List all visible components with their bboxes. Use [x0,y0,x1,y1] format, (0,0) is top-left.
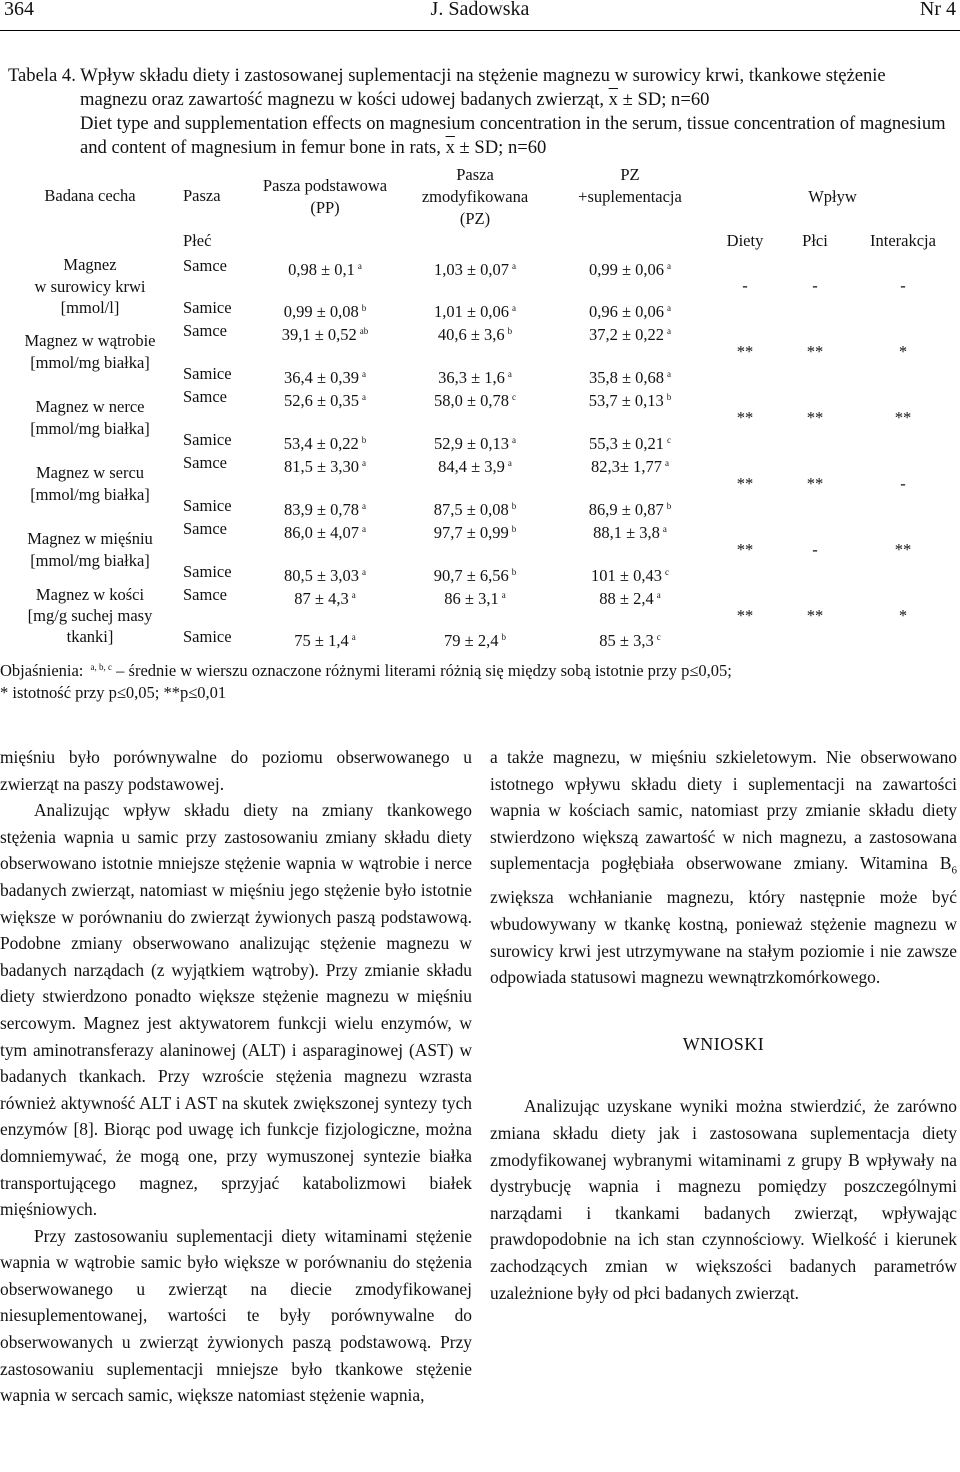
body-column-right [490,744,957,1306]
header-rule [0,30,960,31]
sex-cell: Samce [183,519,227,538]
value-cell: 79 ± 2,4 $^b$ [444,631,506,650]
sex-cell: Samice [183,562,232,581]
effect-diet: ** [736,408,754,427]
value-cell: 0,96 ± 0,06 $^a$ [588,302,672,321]
issue-number: Nr 4 [919,0,956,20]
sex-cell: Samice [183,496,232,515]
sex-cell: Samice [183,364,232,383]
value-cell: 52,9 ± 0,13 $^a$ [433,434,517,453]
page-number: 364 [4,0,34,20]
value-cell: 86,0 ± 4,07 $^a$ [283,523,367,542]
header-feature: Badana cecha [44,186,136,205]
value-cell: 87 ± 4,3 $^a$ [294,589,356,608]
group-label: w surowicy krwi [34,277,146,296]
group-label: [mg/g suchej masy [27,606,153,625]
section-title: WNIOSKI [682,1033,765,1054]
sex-cell: Samce [183,585,227,604]
table-notes [0,656,960,704]
value-cell: 87,5 ± 0,08 $^b$ [433,500,517,519]
value-cell: 97,7 ± 0,99 $^b$ [433,523,517,542]
effect-sex: - [812,540,818,559]
value-cell: 0,99 ± 0,06 $^a$ [588,260,672,279]
value-cell: 36,3 ± 1,6 $^a$ [438,368,512,387]
value-cell: 1,01 ± 0,06 $^a$ [433,302,517,321]
sex-cell: Samice [183,298,232,317]
header-plci: Płci [802,231,828,250]
effect-diet: ** [736,342,754,361]
paragraph: Analizując uzyskane wyniki można stwierdzić, że zarówno zmiana składu diety jak i zastosowana suplementacja diety zmodyfikowanej wybranymi witaminami z grupy B wpływały na dystrybucję wapnia i magnezu pomiędzy poszczególnymi narządami i tkankami badanych zwierząt, wpływając prawdopodobnie na ich stan czynnościowy. Wielkość i kierunek zachodzących zmian w większości badanych parametrów uzależnione były od płci badanych zwierząt. [490,1096,957,1303]
value-cell: 86,9 ± 0,87 $^b$ [588,500,672,519]
header-interaction: Interakcja [870,231,936,250]
group-label: [mmol/l] [60,298,120,317]
effect-interaction: * [898,342,908,361]
effect-diet: ** [736,474,754,493]
effect-sex: - [812,276,818,295]
body-column-left [0,744,472,1409]
effect-sex: ** [806,474,824,493]
paragraph: Przy zastosowaniu suplementacji diety witaminami stężenie wapnia w wątrobie samic było większe w porównaniu do stężenia obserwowanego u zwierząt na diecie zmodyfikowanej niesuplementowanej, wartości te były porównywalne do obserwowanych u zwierząt żywionych paszą podstawową. Przy zastosowaniu suplementacji mniejsze było tkankowe stężenie wapnia w sercach samic, większe natomiast stężenie wapnia, [0,1225,472,1406]
effect-interaction: ** [894,408,912,427]
sex-cell: Samice [183,430,232,449]
effect-sex: ** [806,342,824,361]
caption-english: Diet type and supplementation effects on magnesium concentration in the serum, tissue concentration of magnesium and content of magnesium in femur bone in rats, $\overline{x}$ ± SD; n=60 [80,113,946,158]
header-pzs-1: PZ [620,165,640,184]
value-cell: 83,9 ± 0,78 $^a$ [283,500,367,519]
header-pz-2: zmodyfikowana [421,187,529,206]
value-cell: 35,8 ± 0,68 $^a$ [588,368,672,387]
running-head: J. Sadowska [430,0,530,20]
sex-cell: Samice [183,627,232,646]
value-cell: 37,2 ± 0,22 $^a$ [588,325,672,344]
group-label: tkanki] [66,627,114,646]
effect-diet: ** [736,540,754,559]
value-cell: 84,4 ± 3,9 $^a$ [438,457,512,476]
effect-sex: ** [806,408,824,427]
sex-cell: Samce [183,321,227,340]
group-label: Magnez w kości [35,585,145,604]
effect-diet: - [742,276,748,295]
header-pz-1: Pasza [456,165,494,184]
header-pp-1: Pasza podstawowa [262,176,388,195]
value-cell: 36,4 ± 0,39 $^a$ [283,368,367,387]
value-cell: 90,7 ± 6,56 $^b$ [433,566,517,585]
sex-cell: Samce [183,387,227,406]
value-cell: 0,99 ± 0,08 $^b$ [283,302,367,321]
effect-sex: ** [806,606,824,625]
value-cell: 88,1 ± 3,8 $^a$ [593,523,667,542]
notes-line-2: * istotność przy p≤0,05; **p≤0,01 [0,683,227,702]
paragraph: Analizując wpływ składu diety na zmiany tkankowego stężenia wapnia u samic przy zastosowaniu zmiany składu diety obserwowano istotnie mniejsze stężenie wapnia w wątrobie i nerce badanych zwierząt, natomiast w mięśniu jego stężenie było istotnie większe w porównaniu do zwierząt żywionych paszą podstawową. Podobne zmiany obserwowano analizując stężenie magnezu w badanych narządach (z wyjątkiem wątroby). Przy zmianie składu diety stwierdzono ponadto większe stężenie magnezu w mięśniu sercowym. Magnez jest aktywatorem funkcji wielu enzymów, w tym aminotransferazy alaninowej (ALT) i asparaginowej (AST) w badanych tkankach. Przy wzroście stężenia magnezu wzrasta również aktywność ALT i AST na skutek zwiększonej syntezy tych enzymów [8]. Biorąc pod uwagę ich funkcje fizjologiczne, można domniemywać, że mogą one, przy wymuszonej syntezie białka transportującego magnez, sprzyjać katabolizmowi białek mięśniowych. [0,800,472,1220]
header-diet: Diety [726,231,764,250]
header-sex: Płeć [183,231,212,250]
value-cell: 58,0 ± 0,78 $^c$ [433,391,517,410]
header-pz-3: (PZ) [459,209,491,228]
value-cell: 82,3± 1,77 $^a$ [591,457,669,476]
value-cell: 75 ± 1,4 $^a$ [294,631,356,650]
paragraph: a także magnezu, w mięśniu szkieletowym. Nie obserwowano istotnego wpływu składu diety i suplementacji na zawartości wapnia w kościach samic, natomiast przy zmianie składu diety stwierdzono większą zawartość w nich magnezu, a zastosowana suplementacja pogłębiała obserwowane zmiany. Witamina $B_6$ zwiększa wchłanianie magnezu, który następnie może być wbudowywany w tkankę kostną, ponieważ stężenie magnezu w surowicy krwi jest utrzymywane na stałym poziomie i nie zawsze odpowiada statusowi magnezu wewnątrzkomórkowego. [490,747,957,988]
value-cell: 55,3 ± 0,21 $^c$ [588,434,672,453]
value-cell: 52,6 ± 0,35 $^a$ [283,391,367,410]
value-cell: 53,4 ± 0,22 $^b$ [283,434,367,453]
value-cell: 101 ± 0,43 $^c$ [591,566,669,585]
value-cell: 53,7 ± 0,13 $^b$ [588,391,672,410]
effect-interaction: - [900,474,906,493]
value-cell: 86 ± 3,1 $^a$ [444,589,506,608]
value-cell: 80,5 ± 3,03 $^a$ [283,566,367,585]
paragraph: mięśniu było porównywalne do poziomu obserwowanego u zwierząt na paszy podstawowej. [0,747,472,794]
value-cell: 85 ± 3,3 $^c$ [599,631,661,650]
effect-interaction: * [898,606,908,625]
group-label: Magnez [63,255,117,274]
group-label: [mmol/mg białka] [30,419,150,438]
value-cell: 0,98 ± 0,1 $^a$ [288,260,362,279]
group-label: [mmol/mg białka] [30,353,150,372]
header-pzs-2: +suplementacja [578,187,682,206]
value-cell: 81,5 ± 3,30 $^a$ [283,457,367,476]
table-caption [8,64,956,160]
effect-interaction: ** [894,540,912,559]
sex-cell: Samce [183,256,227,275]
value-cell: 88 ± 2,4 $^a$ [599,589,661,608]
effect-interaction: - [900,276,906,295]
header-effect: Wpływ [808,187,857,206]
header-pasza: Pasza [183,186,221,205]
group-label: [mmol/mg białka] [30,485,150,504]
caption-polish: Tabela 4. Wpływ składu diety i zastosowanej suplementacji na stężenie magnezu w surowicy krwi, tkankowe stężenie magnezu oraz zawartość magnezu w kości udowej badanych zwierząt, $\overline{x}$ ± SD; n=60 [8,65,886,110]
group-label: Magnez w mięśniu [27,529,153,548]
header-pp-2: (PP) [310,198,340,217]
sex-cell: Samce [183,453,227,472]
group-label: [mmol/mg białka] [30,551,150,570]
value-cell: 39,1 ± 0,52 $^{ab}$ [281,325,369,344]
group-label: Magnez w sercu [35,463,145,482]
value-cell: 40,6 ± 3,6 $^b$ [437,325,513,344]
group-label: Magnez w nerce [35,397,145,416]
value-cell: 1,03 ± 0,07 $^a$ [433,260,517,279]
group-label: Magnez w wątrobie [24,331,156,350]
notes-line-1: Objaśnienia: $^{a, b, c}$ – średnie w wierszu oznaczone różnymi literami różnią się między sobą istotnie przy p≤0,05; [0,661,732,680]
effect-diet: ** [736,606,754,625]
